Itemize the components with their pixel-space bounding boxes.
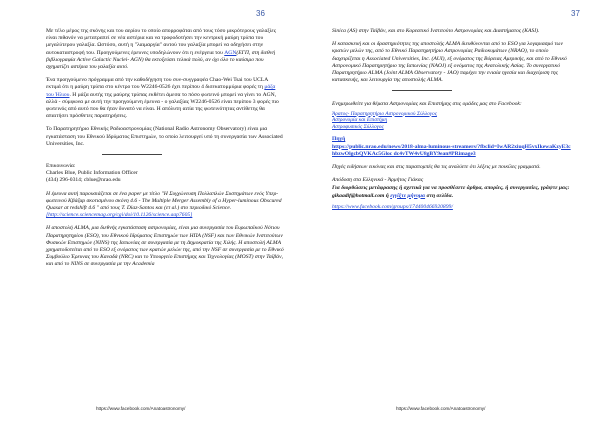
paragraph-text: . Η μάζα αυτής της μαύρης τρύπας εκθέτει άμεσα το πόσο φωτεινό μπορεί να γίνει το AGN, αλλά - σύμφωνα με αυτή την προηγούμενη έρευνα - ο γαλαξίας W2246-0526 είναι περίπου 3 φορές πιο φωτεινός από αυτό που θα ήταν δυνατό να είναι. Η απόλυτη αιτία της φωτεινότητας αντίθετης θα απαιτήσει πρόσθετες παρατηρήσεις. xyxy=(46,91,279,120)
page-footer: https://www.facebook.com/Anatoastronomy/ xyxy=(396,406,486,411)
facebook-group-link[interactable]: Αστροφυσικός Σύλλογος xyxy=(332,123,384,130)
facebook-page-link[interactable]: https://www.facebook.com/groups/174400466920899/ xyxy=(332,203,453,210)
facebook-groups-list xyxy=(332,111,572,131)
paragraph-text: Ένα προηγούμενο πρόγραμμα από την καθοδήγηση του συν-συγγραφέα Chao-Wei Tsai του UCLA εκτιμά ότι η μαύρη τρύπα στο κέντρο του W2246-0526 έχει περίπου 4 δισεκατομμύρια φορές τη xyxy=(46,77,268,91)
page-number: 36 xyxy=(256,9,265,18)
source-url-link[interactable]: https://public.nrao.edu/news/2018-alma-luminous-streamers/?fbclid=IwAR2xiuqH5vxIkewaKzyE3chbzwOlgcbQVKAc5Gloc dc4vTW4vU8gBY9ean#PRimage3 xyxy=(332,143,571,157)
source-heading: Πηγή xyxy=(332,136,346,143)
source-block xyxy=(332,136,572,158)
facebook-group-link[interactable]: Αστρονομία και Επιστήμη xyxy=(332,117,388,124)
contact-phone: (434) 296-0314; cblue@nrao.edu xyxy=(46,177,121,184)
paragraph-nrao: Το Παρατηρητήριο Εθνικής Ραδιοαστρονομίας (National Radio Astronomy Observatory) είναι μια εγκατάσταση του Εθνικού Ιδρύματος Επιστημών, το οποίο λειτουργεί υπό τη συνεργασία των Associated Universities, Inc. xyxy=(46,126,283,147)
contact-block xyxy=(46,163,284,185)
paragraph-alma-operations: Η κατασκευή και οι δραστηριότητες της αποστολής ALMA διευθύνονται από το ESO για λογαριασμό των κρατών μελών της, από το Εθνικό Παρατηρητήριο Αστρονομίας Ραδιοκυμάτων (NRAO), το οποίο διαχειρίζεται η Associated Universities, Inc. (AUI), εξ ονόματος της Βόρειας Αμερικής, και από το Εθνικό Αστρονομικό Παρατηρητήριο της Ιαπωνίας (NAOJ) εξ ονόματος της Ανατολικής Ασίας. Το συνεργατικό Παρατηρητήριο ALMA (Joint ALMA Observatory - JAO) παρέχει την ενιαία ηγεσία και διαχείριση της κατασκευής, και λειτουργία της αποστολής ALMA. xyxy=(332,41,567,84)
translator-line: Απόδοση στα Ελληνικά - Άρμήτος Γιάκας xyxy=(332,177,424,184)
paragraph-text: (ΕΓΠ, στη διεθνή βιβλιογραφία Active Galactic Nuclei- AGN) θα εκτοξεύσει τελικά πολύ, αν όχι όλο το καύσιμο που σχηματίζει αστέρια του γαλαξία αυτό. xyxy=(46,49,275,71)
paragraph-sinica: Sinica (AS) στην Ταϊβάν, και στο Κορεατικό Ινστιτούτο Αστρονομίας και Διαστήματος (KASI). xyxy=(332,28,540,34)
paper-reference xyxy=(46,191,284,220)
separator-line xyxy=(392,90,452,91)
science-doi-link[interactable]: [http://science.sciencemag.org/cgi/doi/10.1126/science.aap7605] xyxy=(46,212,193,219)
right-page xyxy=(300,0,600,424)
solar-mass-link[interactable]: μάζα του Ήλιου xyxy=(46,84,276,98)
paragraph-text: στη σελίδα. xyxy=(425,192,454,199)
page-number: 37 xyxy=(571,9,580,18)
contact-name: Charles Blue, Public Information Officer xyxy=(46,170,138,177)
left-column xyxy=(46,28,284,275)
message-link[interactable]: εγγίξτε μήνυμα xyxy=(390,192,426,199)
paragraph-text: Με τέλο μέρος της σκόνης και του αερίου το οποίο απορροφάται από τους τόσο μικρότερους γαλαξίες είναι πιθανόν να μετατραπεί σε νέα αστέρια και να τροφοδοτήσει την κεντρική μαύρη τρύπα του μεγαλύτερου γαλαξία. Ωστόσο, αυτή η "λαιμαργία" αυτού του γαλαξία μπορεί να οδηγήσει στην αυτοκαταστροφή του. Προηγούμενες έρευνες υποδηλώνουν ότι η ενέργεια του xyxy=(46,28,276,56)
agn-link[interactable]: AGN xyxy=(224,49,237,56)
separator-line xyxy=(102,154,162,155)
paragraph-black-hole xyxy=(46,77,284,120)
page-footer: https://www.facebook.com/Anatoastronomy/ xyxy=(96,406,186,411)
facebook-intro: Ενημερωθείτε για θέματα Αστρονομίας και Επιστήμης στις ομάδες μας στο Facebook: xyxy=(332,101,522,108)
contact-label: Επικοινωνία: xyxy=(46,163,76,170)
alma-description: Η αποστολή ALMA, μια διεθνής εγκατάσταση αστρονομίας, είναι μια συνεργασία του Ευρωπαϊκού Νότιου Παρατηρητηρίου (ESO), του Εθνικού Ιδρύματος Επιστημών των ΗΠΑ (NSF) και των Εθνικών Ινστιτούτων Φυσικών Επιστημών (NINS) της Ιαπωνίας σε συνεργασία με τη Δημοκρατία της Χιλής. Η αποστολή ALMA χρηματοδοτείται από το ESO εξ ονόματος των κρατών μελών της, από την NSF σε συνεργασία με το Εθνικό Συμβούλιο Έρευνας του Καναδά (NRC) και το Υπουργείο Επιστήμης και Τεχνολογίας (MOST) στην Ταϊβάν, και από το NINS σε συνεργασία με την Academia xyxy=(46,225,284,268)
facebook-group-link[interactable]: Άρατος- Παρατηρητήριο Αστρονομικού Σύλλογος xyxy=(332,110,437,117)
credits xyxy=(332,185,572,199)
paragraph-text: Η έρευνα αυτή παρουσιάζεται σε ένα paper με τίτλο "Η Συγχώνευση Πολλαπλών Συστημάτων ενός Υπερ-φωτεινού Κβάζαρ σκοτισμένου σκόνη 4.6 - The Multiple Merger Assembly of a Hyper-luminous Obscured Quasar at redshift 4.6 " από τους T. Diaz-Santos και (ετ al.) στο περιοδικό Science. xyxy=(46,190,282,212)
paragraph-text: Για διορθώσεις μετάφρασης ή σχετικά για να προσθέσετε άρθρα, απορίες, ή συνεργασίες, γράψτε μας: gikaadif@hotmail.com ή xyxy=(332,185,570,199)
image-note: Πηγές ειδήσεων εικόνας και στις παραπομπές θα τις αναλύετε ότι λέξεις με ποικίλες γραμματά. xyxy=(332,164,541,171)
paragraph-merger xyxy=(46,28,284,71)
right-column xyxy=(332,28,572,217)
